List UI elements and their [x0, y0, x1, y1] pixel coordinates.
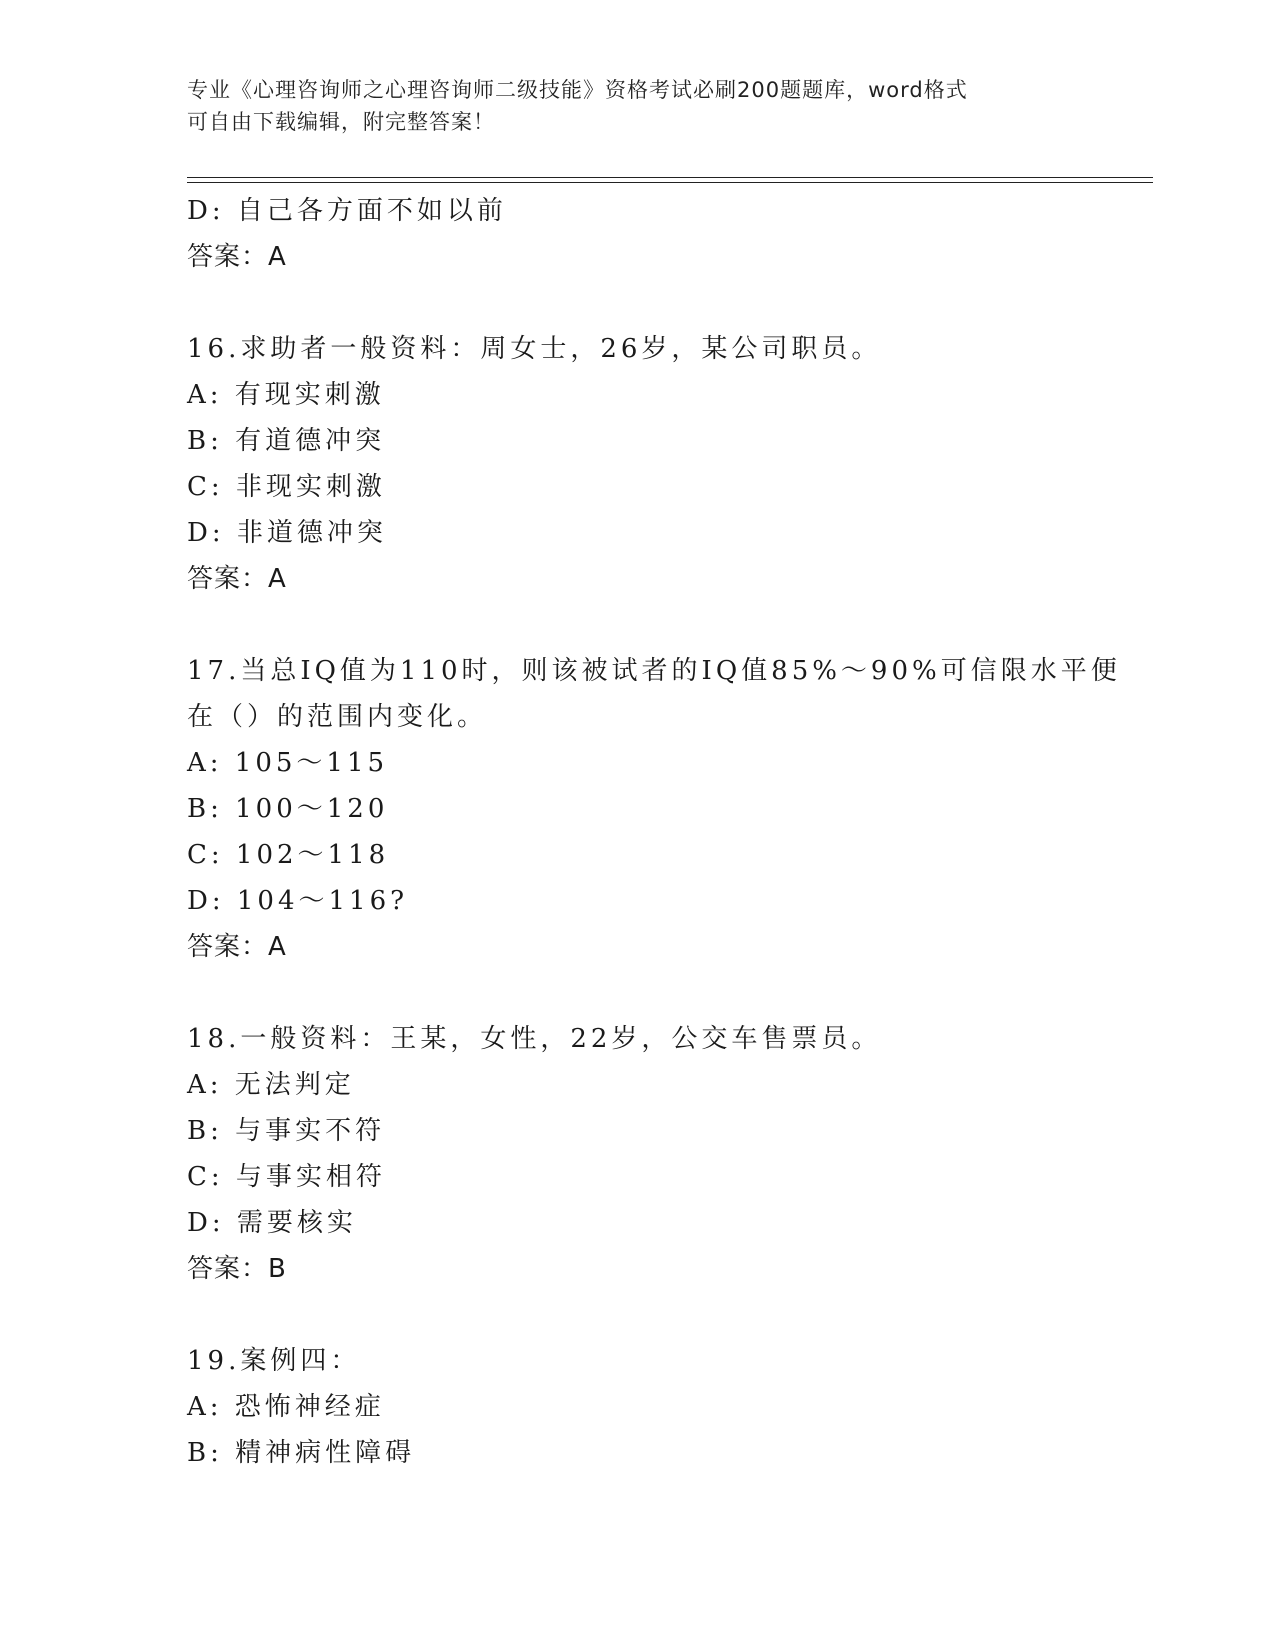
document-header — [187, 74, 1067, 138]
option-b: B: 与事实不符 — [187, 1116, 386, 1146]
answer: 答案：A — [187, 932, 287, 962]
option-b: B: 100～120 — [187, 794, 389, 824]
header-line-2: 可自由下载编辑，附完整答案！ — [187, 110, 495, 134]
option-c: C: 102～118 — [187, 840, 390, 870]
answer: 答案：A — [187, 564, 287, 594]
question-stem: 17.当总IQ值为110时，则该被试者的IQ值85%～90%可信限水平便 — [187, 656, 1121, 686]
header-line-1: 专业《心理咨询师之心理咨询师二级技能》资格考试必刷200题题库，word格式 — [187, 78, 968, 102]
question-stem-continued: 在（）的范围内变化。 — [187, 702, 488, 732]
question-18 — [187, 1016, 1087, 1292]
spacer — [187, 970, 1087, 1016]
spacer — [187, 1292, 1087, 1338]
option-b: B: 有道德冲突 — [187, 426, 386, 456]
option-d: D: 104～116? — [187, 886, 409, 916]
option-a: A: 105～115 — [187, 748, 389, 778]
option-d: D: 需要核实 — [187, 1208, 357, 1238]
header-rule-top — [187, 177, 1153, 178]
option-c: C: 与事实相符 — [187, 1162, 386, 1192]
question-stem: 18.一般资料：王某，女性，22岁，公交车售票员。 — [187, 1024, 882, 1054]
spacer — [187, 602, 1087, 648]
header-rule-bottom — [187, 182, 1153, 183]
option-d: D: 自己各方面不如以前 — [187, 196, 507, 226]
answer: 答案：A — [187, 242, 287, 272]
question-16 — [187, 326, 1087, 602]
option-b: B: 精神病性障碍 — [187, 1438, 416, 1468]
question-stem: 19.案例四： — [187, 1346, 361, 1376]
option-a: A: 无法判定 — [187, 1070, 355, 1100]
spacer — [187, 280, 1087, 326]
question-stem: 16.求助者一般资料：周女士，26岁，某公司职员。 — [187, 334, 882, 364]
option-d: D: 非道德冲突 — [187, 518, 387, 548]
option-a: A: 有现实刺激 — [187, 380, 385, 410]
question-19 — [187, 1338, 1087, 1476]
answer: 答案：B — [187, 1254, 287, 1284]
question-list — [187, 188, 1121, 1476]
question-17 — [187, 648, 1121, 970]
option-a: A: 恐怖神经症 — [187, 1392, 385, 1422]
option-c: C: 非现实刺激 — [187, 472, 386, 502]
